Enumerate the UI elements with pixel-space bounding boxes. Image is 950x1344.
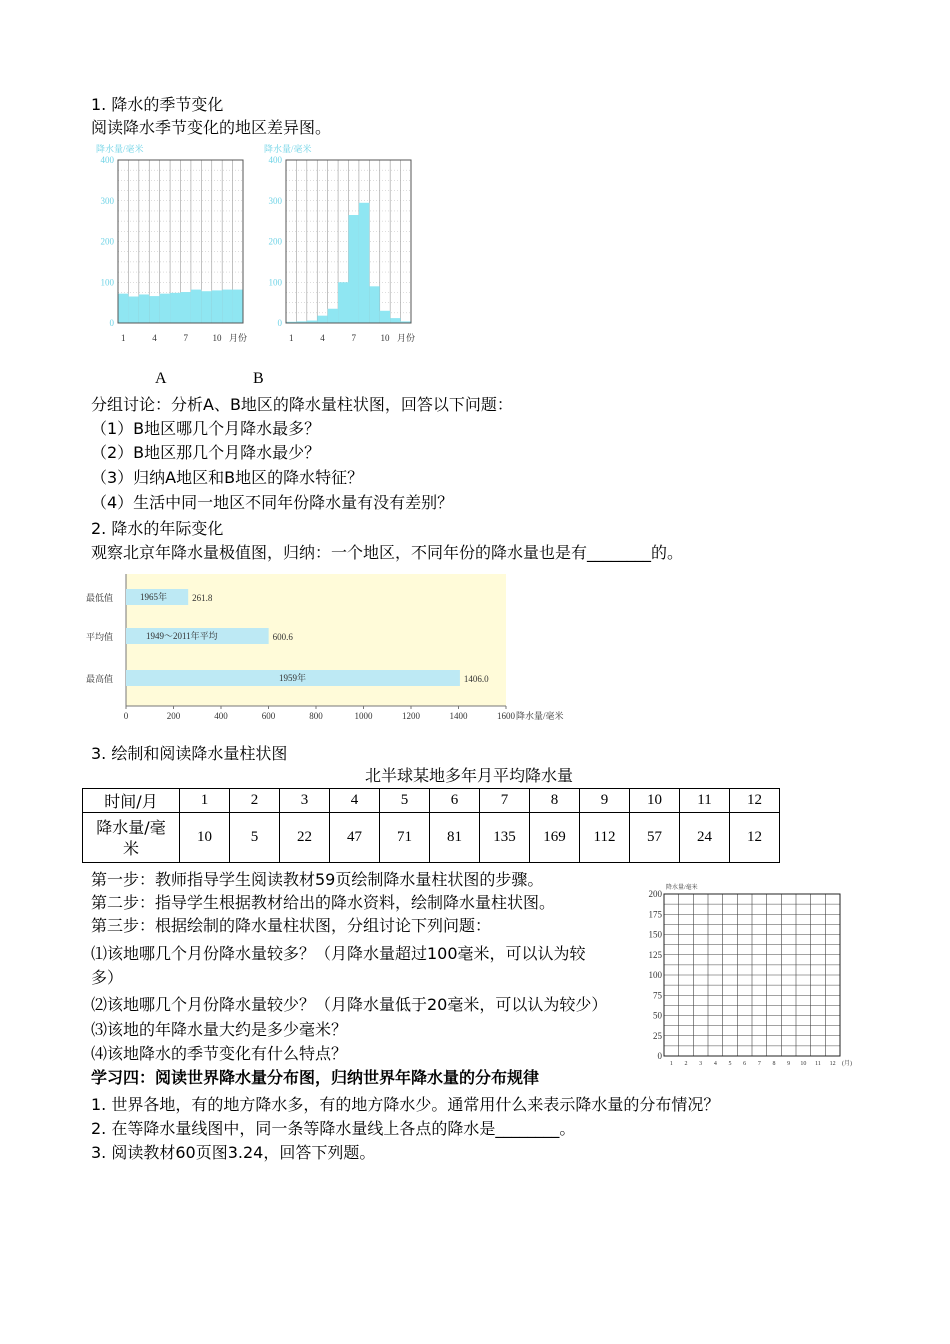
x-tick-label: 4 bbox=[152, 333, 157, 343]
x-tick-label: 8 bbox=[772, 1061, 776, 1067]
section2-text-before: 观察北京年降水量极值图，归纳：一个地区，不同年份的降水量也是有 bbox=[91, 543, 588, 562]
value-label: 600.6 bbox=[272, 632, 293, 642]
y-tick-label: 400 bbox=[268, 155, 282, 165]
month-cell: 7 bbox=[480, 789, 530, 813]
category-label: 平均值 bbox=[86, 632, 114, 642]
x-tick-label: 5 bbox=[728, 1061, 732, 1067]
y-tick-label: 175 bbox=[648, 909, 662, 920]
x-tick-label: 2 bbox=[684, 1061, 688, 1067]
y-axis-label: 降水量/毫米 bbox=[264, 144, 312, 154]
x-tick-label: 6 bbox=[743, 1061, 747, 1067]
value-label: 1406.0 bbox=[463, 674, 489, 684]
beijing-extremes-chart bbox=[84, 570, 594, 722]
bar-label: 1959年 bbox=[278, 673, 306, 683]
bar bbox=[317, 316, 327, 323]
step-3: 第三步：根据绘制的降水量柱状图，分组讨论下列问题： bbox=[91, 916, 492, 935]
bar bbox=[160, 294, 170, 323]
question-3: （3）归纳A地区和B地区的降水特征？ bbox=[91, 468, 364, 487]
x-tick-label: 1600 bbox=[497, 711, 515, 721]
x-tick-label: 1000 bbox=[354, 711, 373, 721]
step-1: 第一步：教师指导学生阅读教材59页绘制降水量柱状图的步骤。 bbox=[91, 870, 544, 889]
month-cell: 2 bbox=[230, 789, 280, 813]
row-header-precip-line1: 降水量/毫 bbox=[96, 817, 166, 837]
question-2: （2）B地区那几个月降水最少？ bbox=[91, 443, 321, 462]
category-label: 最低值 bbox=[86, 593, 114, 603]
precipitation-table bbox=[82, 788, 780, 863]
month-cell: 11 bbox=[680, 789, 730, 813]
table-row bbox=[83, 813, 780, 863]
month-cell: 5 bbox=[380, 789, 430, 813]
bar bbox=[369, 286, 379, 323]
bar bbox=[359, 203, 369, 323]
table-title: 北半球某地多年月平均降水量 bbox=[365, 766, 574, 785]
y-tick-label: 0 bbox=[109, 318, 114, 328]
y-axis-label: 降水量/毫米 bbox=[666, 885, 698, 891]
precip-cell: 24 bbox=[680, 813, 730, 863]
month-cell: 3 bbox=[280, 789, 330, 813]
precip-cell: 22 bbox=[280, 813, 330, 863]
month-cell: 4 bbox=[330, 789, 380, 813]
bar bbox=[149, 296, 159, 323]
bar-label: 1949～2011年平均 bbox=[146, 631, 218, 641]
bar bbox=[201, 291, 211, 323]
precip-cell: 10 bbox=[180, 813, 230, 863]
question-1: （1）B地区哪几个月降水最多？ bbox=[91, 419, 321, 438]
precip-cell: 47 bbox=[330, 813, 380, 863]
y-tick-label: 50 bbox=[653, 1010, 662, 1021]
y-tick-label: 100 bbox=[100, 277, 114, 288]
section1-heading: 1. 降水的季节变化 bbox=[91, 95, 224, 114]
x-tick-label: 400 bbox=[214, 711, 228, 721]
precip-cell: 57 bbox=[630, 813, 680, 863]
y-tick-label: 100 bbox=[268, 277, 282, 288]
bar bbox=[212, 290, 222, 323]
x-tick-label: 10 bbox=[212, 333, 222, 343]
s3-question-4: ⑷该地降水的季节变化有什么特点？ bbox=[91, 1044, 348, 1063]
bar bbox=[328, 309, 338, 323]
x-tick-label: 11 bbox=[815, 1061, 821, 1067]
x-tick-label: 10 bbox=[800, 1061, 807, 1067]
bar bbox=[181, 292, 191, 323]
x-tick-label: 9 bbox=[787, 1061, 791, 1067]
x-tick-label: 7 bbox=[183, 333, 188, 343]
precip-cell: 71 bbox=[380, 813, 430, 863]
bar bbox=[191, 290, 201, 323]
y-tick-label: 300 bbox=[268, 195, 282, 206]
month-cell: 8 bbox=[530, 789, 580, 813]
precip-cell: 135 bbox=[480, 813, 530, 863]
month-cell: 9 bbox=[580, 789, 630, 813]
y-tick-label: 300 bbox=[100, 195, 114, 206]
y-tick-label: 200 bbox=[268, 236, 282, 247]
month-cell: 6 bbox=[430, 789, 480, 813]
section3-heading: 3. 绘制和阅读降水量柱状图 bbox=[91, 744, 288, 763]
y-tick-label: 100 bbox=[648, 970, 662, 980]
x-tick-label: 1200 bbox=[402, 711, 420, 721]
y-axis-label: 降水量/毫米 bbox=[96, 144, 144, 154]
month-cell: 10 bbox=[630, 789, 680, 813]
section1-intro: 阅读降水季节变化的地区差异图。 bbox=[91, 118, 332, 137]
discussion-prompt: 分组讨论：分析A、B地区的降水量柱状图，回答以下问题： bbox=[91, 395, 513, 414]
x-tick-label: 7 bbox=[757, 1061, 761, 1067]
y-tick-label: 400 bbox=[100, 155, 114, 165]
precip-cell: 81 bbox=[430, 813, 480, 863]
x-axis-label: (月) bbox=[842, 1061, 852, 1067]
chart-b-label: B bbox=[253, 370, 264, 387]
bar bbox=[118, 294, 128, 323]
section2-heading: 2. 降水的年际变化 bbox=[91, 519, 224, 538]
section2-blank: ________ bbox=[587, 543, 652, 562]
x-tick-label: 200 bbox=[166, 711, 181, 721]
precip-cell: 12 bbox=[730, 813, 780, 863]
precip-cell: 5 bbox=[230, 813, 280, 863]
precip-cell: 169 bbox=[530, 813, 580, 863]
s3-question-1-cont: 多） bbox=[91, 968, 124, 987]
chart-a-label: A bbox=[155, 370, 167, 387]
row-header-month: 时间/月 bbox=[83, 789, 180, 813]
x-tick-label: 1 bbox=[120, 333, 126, 343]
x-axis-label: 月份 bbox=[397, 333, 416, 343]
y-tick-label: 125 bbox=[648, 949, 662, 960]
bar bbox=[222, 290, 232, 323]
question-4: （4）生活中同一地区不同年份降水量有没有差别？ bbox=[91, 493, 454, 512]
study4-item-3: 3. 阅读教材60页图3.24，回答下列题。 bbox=[91, 1143, 376, 1162]
x-tick-label: 1 bbox=[288, 333, 294, 343]
month-cell: 12 bbox=[730, 789, 780, 813]
bar bbox=[233, 290, 243, 323]
study4-item-1: 1. 世界各地，有的地方降水多，有的地方降水少。通常用什么来表示降水量的分布情况？ bbox=[91, 1095, 720, 1114]
category-label: 最高值 bbox=[86, 674, 114, 684]
section2-text bbox=[91, 542, 683, 564]
bar bbox=[139, 294, 149, 323]
y-tick-label: 200 bbox=[648, 889, 662, 899]
x-tick-label: 1 bbox=[669, 1061, 673, 1067]
row-header-precip-line2: 米 bbox=[122, 838, 139, 858]
s3-question-1: ⑴该地哪几个月份降水量较多？（月降水量超过100毫米，可以认为较 bbox=[91, 944, 586, 963]
x-tick-label: 12 bbox=[829, 1061, 836, 1067]
y-tick-label: 200 bbox=[100, 236, 114, 247]
x-tick-label: 0 bbox=[123, 711, 129, 721]
study4-item-2: 2. 在等降水量线图中，同一条等降水量线上各点的降水是________。 bbox=[91, 1119, 576, 1138]
s3-question-3: ⑶该地的年降水量大约是多少毫米？ bbox=[91, 1020, 348, 1039]
y-tick-label: 25 bbox=[653, 1030, 662, 1041]
step-2: 第二步：指导学生根据教材给出的降水资料，绘制降水量柱状图。 bbox=[91, 893, 556, 912]
study4-heading: 学习四：阅读世界降水量分布图，归纳世界年降水量的分布规律 bbox=[91, 1068, 540, 1087]
bar bbox=[380, 311, 390, 323]
x-tick-label: 800 bbox=[309, 711, 323, 721]
bar-label: 1965年 bbox=[140, 592, 168, 602]
bar bbox=[170, 293, 180, 323]
x-tick-label: 4 bbox=[713, 1061, 717, 1067]
x-tick-label: 1400 bbox=[449, 711, 468, 721]
x-axis-label: 月份 bbox=[229, 333, 248, 343]
x-tick-label: 7 bbox=[351, 333, 356, 343]
chart-b bbox=[258, 140, 428, 350]
row-header-precip bbox=[83, 813, 180, 863]
y-tick-label: 0 bbox=[657, 1051, 662, 1061]
x-tick-label: 600 bbox=[261, 711, 276, 721]
s3-question-2: ⑵该地哪几个月份降水量较少？（月降水量低于20毫米，可以认为较少） bbox=[91, 995, 608, 1014]
y-tick-label: 75 bbox=[653, 990, 662, 1001]
bar bbox=[338, 282, 348, 323]
x-tick-label: 4 bbox=[320, 333, 325, 343]
blank-grid-chart bbox=[640, 882, 865, 1072]
precip-cell: 112 bbox=[580, 813, 630, 863]
month-cell: 1 bbox=[180, 789, 230, 813]
x-tick-label: 3 bbox=[699, 1061, 703, 1067]
bar bbox=[349, 215, 359, 323]
chart-a bbox=[90, 140, 260, 350]
table-row bbox=[83, 789, 780, 813]
bar bbox=[128, 297, 138, 323]
x-axis-label: 降水量/毫米 bbox=[516, 711, 564, 721]
value-label: 261.8 bbox=[192, 593, 213, 603]
y-tick-label: 0 bbox=[277, 318, 282, 328]
bar bbox=[390, 318, 400, 323]
x-tick-label: 10 bbox=[380, 333, 390, 343]
y-tick-label: 150 bbox=[648, 929, 662, 940]
section2-text-after: 的。 bbox=[651, 543, 684, 562]
